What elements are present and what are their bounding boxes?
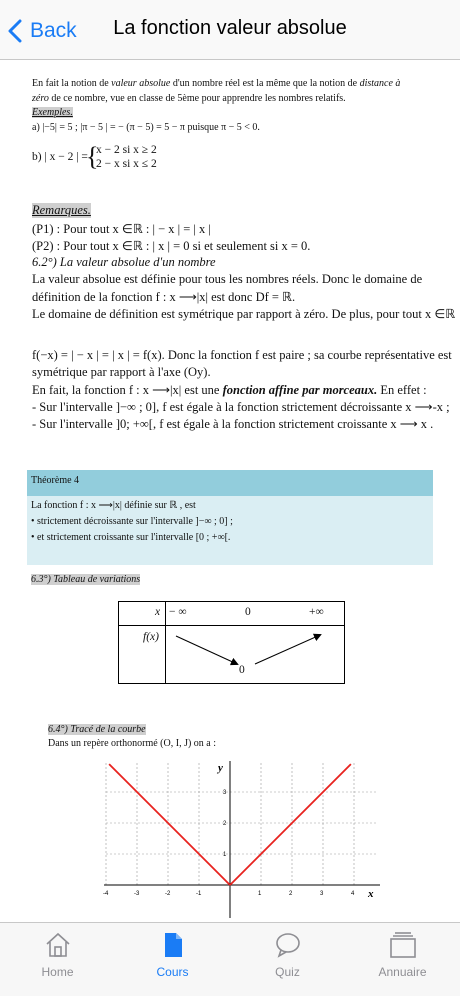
tab-home-label[interactable]: Home	[41, 965, 74, 979]
home-icon	[44, 931, 72, 959]
vt-minus-infinity: − ∞	[169, 606, 187, 618]
variations-table	[118, 601, 345, 684]
x-tick-label: -2	[165, 891, 171, 897]
property-p1: (P1) : Pour tout x ∈ℝ : | − x | = | x |	[32, 222, 211, 236]
speech-bubble-icon	[274, 931, 302, 959]
example-b-case-2: 2 − x si x ≤ 2	[96, 158, 157, 170]
y-tick-label: 2	[223, 821, 227, 827]
vt-arrows	[119, 602, 344, 683]
page-title: La fonction valeur absolue	[113, 17, 347, 39]
tab-quiz-label[interactable]: Quiz	[275, 965, 300, 979]
x-tick-label: -1	[196, 891, 202, 897]
property-p2: (P2) : Pour tout x ∈ℝ : | x | = 0 si et seulement si x = 0.	[32, 239, 311, 253]
x-tick-label: 1	[258, 891, 262, 897]
course-content[interactable]	[0, 60, 460, 922]
tab-bar	[0, 922, 460, 996]
vt-fx-label: f(x)	[143, 631, 159, 643]
tab-annuaire[interactable]	[345, 931, 460, 991]
vt-x-label: x	[155, 606, 161, 618]
increasing-arrow	[255, 635, 320, 664]
parity-line-4: - Sur l'intervalle ]−∞ ; 0], f est égale à la fonction strictement décroissante x ⟶-x ;	[32, 400, 450, 414]
y-tick-label: 3	[223, 790, 227, 796]
x-tick-label: -3	[134, 891, 140, 897]
absolute-value-graph	[96, 757, 386, 922]
navigation-bar	[0, 0, 460, 60]
theorem-box	[27, 470, 433, 565]
stacked-cards-icon	[388, 931, 418, 959]
y-axis-label: y	[218, 762, 223, 774]
theorem-line-3: • et strictement croissante sur l'intervalle [0 ; +∞[.	[31, 532, 231, 543]
variations-heading: 6.3°) Tableau de variations	[31, 574, 141, 585]
intro-line-2: zéro de ce nombre, vue en classe de 5ème pour apprendre les nombres relatifs.	[32, 93, 346, 104]
parity-line-1: f(−x) = | − x | = | x | = f(x). Donc la fonction f est paire ; sa courbe représentative est	[32, 348, 452, 362]
y-tick-label: 1	[223, 852, 227, 858]
graph-svg	[96, 757, 386, 922]
parity-line-5: - Sur l'intervalle ]0; +∞[, f est égale à la fonction strictement croissante x ⟶ x .	[32, 417, 434, 431]
examples-heading: Exemples.	[32, 107, 73, 118]
vt-plus-infinity: +∞	[309, 606, 324, 618]
theorem-line-1: La fonction f : x ⟶|x| définie sur ℝ , est	[31, 500, 196, 511]
example-b-lhs: b) | x − 2 | =	[32, 151, 88, 163]
x-tick-label: 4	[351, 891, 355, 897]
decreasing-arrow	[176, 636, 237, 664]
x-axis-label: x	[368, 888, 374, 900]
tab-quiz[interactable]	[230, 931, 345, 991]
parity-line-2: symétrique par rapport à l'axe (Oy).	[32, 365, 211, 379]
theorem-line-2: • strictement décroissante sur l'intervalle ]−∞ ; 0] ;	[31, 516, 233, 527]
remarks-heading: Remarques.	[32, 203, 91, 217]
definition-line-3: Le domaine de définition est symétrique par rapport à zéro. De plus, pour tout x ∈ℝ	[32, 307, 456, 321]
curve-left-branch	[109, 764, 230, 885]
curve-heading: 6.4°) Tracé de la courbe	[48, 724, 146, 735]
theorem-title: Théorème 4	[31, 475, 80, 486]
tab-cours-label[interactable]: Cours	[156, 965, 189, 979]
definition-line-2: définition de la fonction f : x ⟶|x| est donc Df = ℝ.	[32, 290, 296, 304]
vt-zero: 0	[245, 606, 251, 618]
x-tick-label: 2	[289, 891, 293, 897]
x-tick-label: 3	[320, 891, 324, 897]
definition-line-1: La valeur absolue est définie pour tous les nombres réels. Donc le domaine de	[32, 272, 423, 286]
parity-line-3: En fait, la fonction f : x ⟶|x| est une fonction affine par morceaux. En effet :	[32, 383, 427, 397]
example-b-case-1: x − 2 si x ≥ 2	[96, 144, 157, 156]
vt-min-value: 0	[239, 664, 245, 676]
x-tick-label: -4	[103, 891, 109, 897]
intro-line-1: En fait la notion de valeur absolue d'un nombre réel est la même que la notion de distance à	[32, 78, 401, 89]
back-label[interactable]: Back	[30, 19, 77, 42]
curve-intro: Dans un repère orthonormé (O, I, J) on a :	[48, 738, 217, 749]
section-6-2-heading: 6.2°) La valeur absolue d'un nombre	[32, 255, 216, 269]
tab-annuaire-label[interactable]: Annuaire	[378, 965, 427, 979]
tab-home[interactable]	[0, 931, 115, 991]
theorem-header	[27, 470, 433, 496]
brace: {	[86, 142, 99, 171]
document-icon	[159, 931, 187, 959]
example-a: a) |−5| = 5 ; |π − 5 | = − (π − 5) = 5 − π puisque π − 5 < 0.	[32, 122, 260, 133]
tab-cours[interactable]	[115, 931, 230, 991]
curve-right-branch	[230, 764, 351, 885]
